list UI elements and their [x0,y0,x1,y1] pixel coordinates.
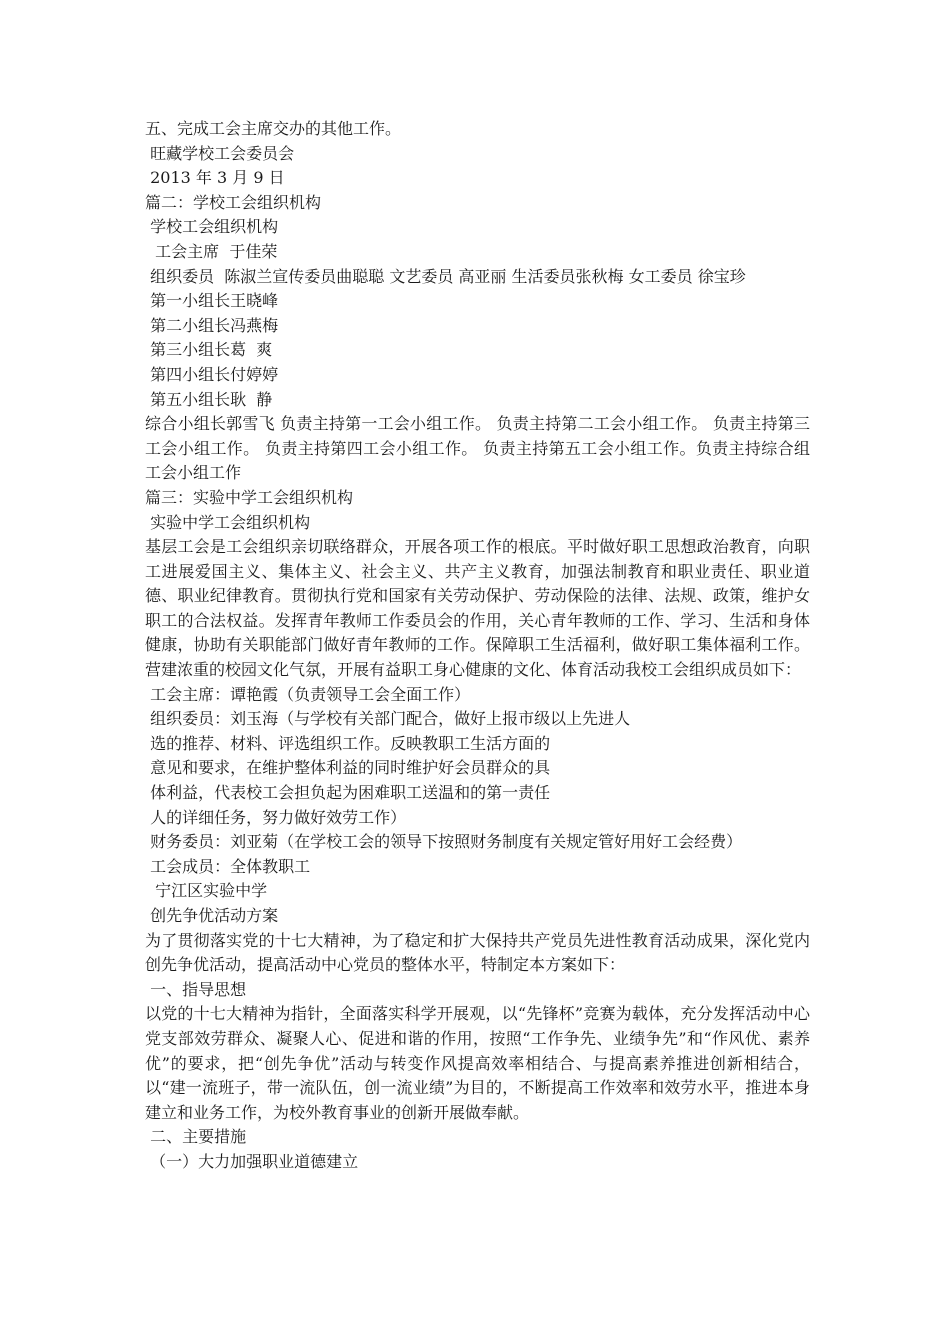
text-line: 组织委员：刘玉海（与学校有关部门配合，做好上报市级以上先进人 [145,709,631,729]
text-line: 人的详细任务，努力做好效劳工作） [145,807,407,827]
text-line: 创先争优活动方案 [145,906,279,925]
text-line: 意见和要求，在维护整体利益的同时维护好会员群众的具 [145,758,551,778]
text-line: 工会成员：全体教职工 [145,856,311,876]
paragraph: 为了贯彻落实党的十七大精神，为了稳定和扩大保持共产党员先进性教育活动成果，深化党内创先争优活动，提高活动中心党员的整体水平，特制定本方案如下： [145,930,810,975]
text-line: 组织委员 陈淑兰宣传委员曲聪聪 文艺委员 高亚丽 生活委员张秋梅 女工委员 徐宝珍 [145,266,746,286]
text-line: 第五小组长耿 静 [145,389,273,409]
text-line: 第四小组长付婷婷 [145,364,279,384]
text-line: 工会主席：谭艳霞（负责领导工会全面工作） [145,684,471,704]
text-line: 2013 年 3 月 9 日 [145,168,285,188]
text-line: 第三小组长葛 爽 [145,340,273,360]
section-heading: 一、指导思想 [145,979,247,999]
text-line: 第一小组长王晓峰 [145,291,279,311]
section-heading: （一）大力加强职业道德建立 [145,1151,359,1171]
text-line: 实验中学工会组织机构 [145,512,311,532]
text-line: 宁江区实验中学 [145,881,268,901]
paragraph: 基层工会是工会组织亲切联络群众，开展各项工作的根底。平时做好职工思想政治教育，向职工进展爱国主义、集体主义、社会主义、共产主义教育，加强法制教育和职业责任、职业道德、职业纪律教育。贯彻执行党和国家有关劳动保护、劳动保险的法律、法规、政策，维护女职工的合法权益。发挥青年教师工作委员会的作用，关心青年教师的工作、学习、生活和身体健康，协助有关职能部门做好青年教师的工作。保障职工生活福利，做好职工集体福利工作。营建浓重的校园文化气氛，开展有益职工身心健康的文化、体育活动我校工会组织成员如下： [145,537,810,680]
text-line: 选的推荐、材料、评选组织工作。反映教职工生活方面的 [145,733,551,753]
paragraph: 综合小组长郭雪飞 负责主持第一工会小组工作。 负责主持第二工会小组工作。 负责主持第三工会小组工作。 负责主持第四工会小组工作。 负责主持第五工会小组工作。负责主持综合组工会小组工作 [145,414,810,483]
section-heading: 篇三：实验中学工会组织机构 [145,487,354,507]
text-line: 工会主席 于佳荣 [145,241,278,261]
document-page [145,117,810,1175]
text-line: 财务委员：刘亚菊（在学校工会的领导下按照财务制度有关规定管好用好工会经费） [145,832,743,852]
text-line: 体利益，代表校工会担负起为困难职工送温和的第一责任 [145,783,551,803]
paragraph: 以党的十七大精神为指针，全面落实科学开展观，以“先锋杯”竞赛为载体，充分发挥活动中心党支部效劳群众、凝聚人心、促进和谐的作用，按照“工作争先、业绩争先”和“作风优、素养优”的要求，把“创先争优”活动与转变作风提高效率相结合、与提高素养推进创新相结合，以“建一流班子，带一流队伍，创一流业绩”为目的，不断提高工作效率和效劳水平，推进本身建立和业务工作，为校外教育事业的创新开展做奉献。 [145,1004,810,1122]
text-line: 五、完成工会主席交办的其他工作。 [145,119,402,138]
text-line: 第二小组长冯燕梅 [145,315,279,335]
section-heading: 二、主要措施 [145,1127,247,1147]
text-line: 旺藏学校工会委员会 [145,143,295,163]
section-heading: 篇二：学校工会组织机构 [145,192,322,212]
text-line: 学校工会组织机构 [145,217,279,237]
